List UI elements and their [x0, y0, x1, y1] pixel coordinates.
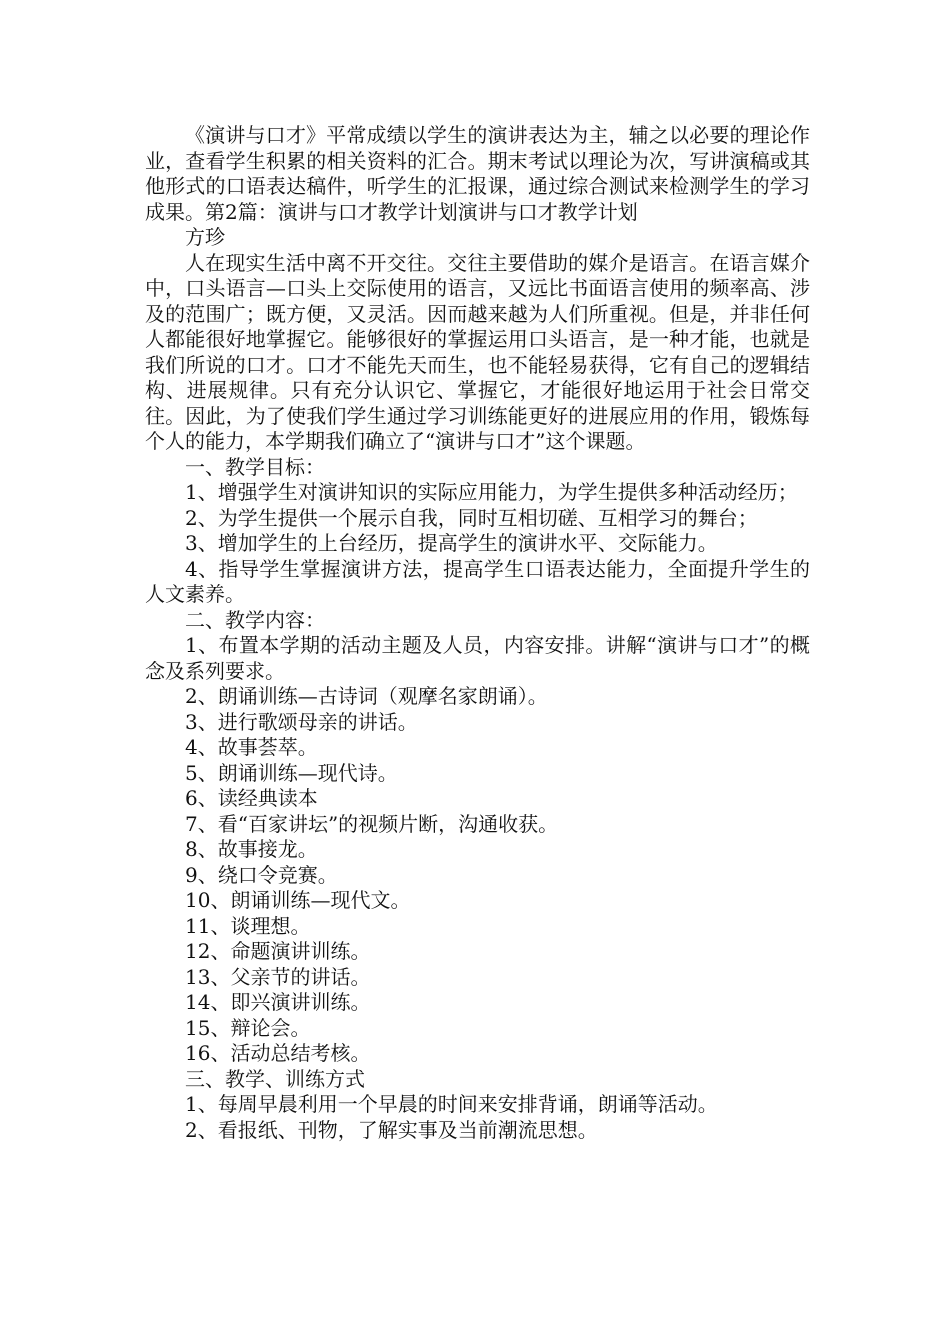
author-name: 方珍	[185, 225, 225, 249]
goal-item: 2、为学生提供一个展示自我，同时互相切磋、互相学习的舞台；	[185, 505, 758, 530]
content-item: 7、看“百家讲坛”的视频片断，沟通收获。	[185, 811, 559, 836]
document-body	[145, 123, 810, 1143]
body-paragraph: 人在现实生活中离不开交往。交往主要借助的媒介是语言。在语言媒介中，口头语言—口头上交际使用的语言，又远比书面语言使用的频率高、涉及的范围广；既方便，又灵活。因而越来越为人们所重视。但是，并非任何人都能很好地掌握它。能够很好的掌握运用口头语言，是一种才能，也就是我们所说的口才。口才不能先天而生，也不能轻易获得，它有自己的逻辑结构、进展规律。只有充分认识它、掌握它，才能很好地运用于社会日常交往。因此，为了使我们学生通过学习训练能更好的进展应用的作用，锻炼每个人的能力，本学期我们确立了“演讲与口才”这个课题。	[145, 250, 810, 453]
content-item: 14、即兴演讲训练。	[185, 990, 371, 1014]
goal-item: 4、指导学生掌握演讲方法，提高学生口语表达能力，全面提升学生的人文素养。	[145, 556, 810, 606]
content-item: 16、活动总结考核。	[185, 1041, 371, 1065]
section-heading-methods: 三、教学、训练方式	[185, 1066, 365, 1091]
content-item: 9、绕口令竞赛。	[185, 862, 338, 887]
content-item: 8、故事接龙。	[185, 837, 318, 861]
goal-item: 3、增加学生的上台经历，提高学生的演讲水平、交际能力。	[185, 531, 718, 555]
content-item: 1、布置本学期的活动主题及人员，内容安排。讲解“演讲与口才”的概念及系列要求。	[145, 633, 810, 683]
method-item: 1、每周早晨利用一个早晨的时间来安排背诵，朗诵等活动。	[185, 1092, 718, 1116]
intro-paragraph: 《演讲与口才》平常成绩以学生的演讲表达为主，辅之以必要的理论作业，查看学生积累的相关资料的汇合。期末考试以理论为次，写讲演稿或其他形式的口语表达稿件，听学生的汇报课，通过综合测试来检测学生的学习成果。第2篇：演讲与口才教学计划演讲与口才教学计划	[145, 123, 810, 224]
section-heading-content: 二、教学内容：	[185, 607, 325, 632]
content-item: 4、故事荟萃。	[185, 735, 318, 759]
goal-item: 1、增强学生对演讲知识的实际应用能力，为学生提供多种活动经历；	[185, 480, 798, 504]
content-item: 10、朗诵训练—现代文。	[185, 888, 411, 912]
content-item: 15、辩论会。	[185, 1015, 311, 1040]
section-heading-goals: 一、教学目标：	[185, 454, 325, 479]
content-item: 6、读经典读本	[185, 786, 318, 810]
method-item: 2、看报纸、刊物，了解实事及当前潮流思想。	[185, 1117, 598, 1142]
content-item: 5、朗诵训练—现代诗。	[185, 760, 398, 785]
content-item: 3、进行歌颂母亲的讲话。	[185, 709, 418, 734]
content-item: 11、谈理想。	[185, 913, 311, 938]
content-item: 12、命题演讲训练。	[185, 939, 371, 963]
content-item: 2、朗诵训练—古诗词（观摩名家朗诵）。	[185, 684, 548, 708]
content-item: 13、父亲节的讲话。	[185, 964, 371, 989]
